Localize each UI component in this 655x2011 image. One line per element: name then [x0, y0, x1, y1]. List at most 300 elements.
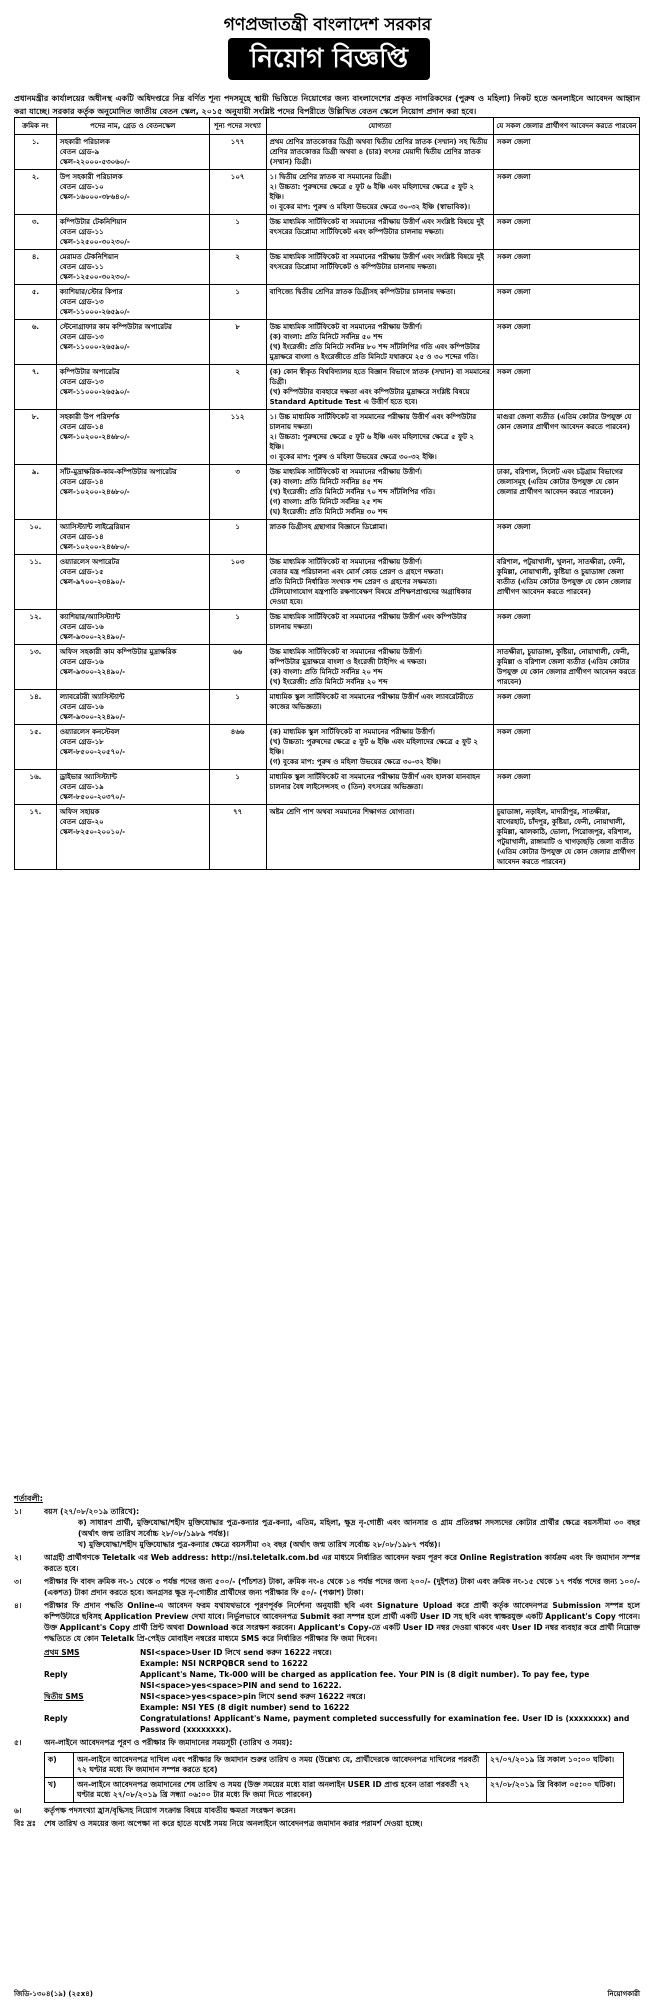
- serial-number: ১.: [31, 138, 40, 146]
- districts-cell: [493, 465, 639, 520]
- districts-cell: [493, 805, 639, 870]
- sms2-text: [140, 1691, 640, 1713]
- serial-cell: [15, 410, 57, 465]
- post-name: মেরামত টেকনিশিয়ান: [59, 253, 119, 261]
- eligible-districts: সকল জেলা: [496, 173, 531, 181]
- note-age-freedom-fighter: খ) মুক্তিযোদ্ধা/শহীদ মুক্তিযোদ্ধার পুত্র-কন্যার ক্ষেত্রে বয়সসীমা ৩২ বছর (অর্থাৎ জন্ম তারিখ সর্বোচ্চ ২৮/০৮/১৯৮৭ পর্যন্ত)।: [78, 1540, 441, 1549]
- pay-scale: স্কেল-৮৫০০-২০৩৭০/-: [59, 793, 126, 801]
- count-cell: [209, 610, 266, 645]
- count-cell: [209, 285, 266, 320]
- table-row: [15, 690, 640, 725]
- serial-cell: [15, 465, 57, 520]
- serial-cell: [15, 610, 57, 645]
- table-row: [15, 520, 640, 555]
- schedule-date: ২৭/০৭/২০১৯ খ্রি সকাল ১০:০০ ঘটিকা।: [487, 1753, 624, 1778]
- reply1-label: Reply: [44, 1670, 68, 1679]
- qualification-cell: [266, 805, 493, 870]
- sms-instructions: [44, 1647, 640, 1735]
- table-row: [15, 320, 640, 365]
- vacancy-count: ১: [235, 288, 240, 296]
- districts-cell: [493, 555, 639, 610]
- qualification-line: (ক) বাংলা: প্রতি মিনিটে সর্বনিম্ন ২০ শব্দ: [269, 668, 383, 676]
- count-cell: [209, 555, 266, 610]
- note-number: ৬।: [14, 1806, 22, 1815]
- post-cell: [56, 285, 209, 320]
- vacancy-count: ১: [235, 218, 240, 226]
- districts-cell: [493, 285, 639, 320]
- eligible-districts: সকল জেলা: [496, 288, 531, 296]
- count-cell: [209, 465, 266, 520]
- nb-label: বিঃ দ্রঃ: [14, 1819, 36, 1828]
- sms1-text: [140, 1647, 640, 1669]
- pay-scale: স্কেল-৮৫০০-২০৫৭০/-: [59, 748, 126, 756]
- pay-scale: স্কেল-১০২০০-২৪৬৮০/-: [59, 433, 130, 441]
- serial-number: ৯.: [31, 468, 40, 476]
- pay-scale: স্কেল-১০২০০-২৪৬৮০/-: [59, 488, 130, 496]
- eligible-districts: সকল জেলা: [496, 773, 531, 781]
- vacancy-count: ১: [235, 773, 240, 781]
- post-name: অফিস সহায়ক: [59, 808, 100, 816]
- table-row: [15, 250, 640, 285]
- qualification-line: (খ) কম্পিউটার ব্যবহারে দক্ষতা এবং কম্পিউটার মুদ্রাক্ষরে সংশ্লিষ্ট বিষয়ে Standard Aptitude Test এ উত্তীর্ণ হতে হবে।: [269, 388, 470, 406]
- table-row: [15, 805, 640, 870]
- pay-scale: বেতন গ্রেড-১৩: [59, 378, 104, 386]
- eligible-districts: মাগুরা জেলা ব্যতীত (এতিম কোটার উপযুক্ত যে কোন জেলার প্রার্থীগণ আবেদন করতে পারবেন): [496, 413, 632, 431]
- qualification-line: উচ্চ মাধ্যমিক সার্টিফিকেট বা সমমানের পরীক্ষায় উত্তীর্ণ এবং সংশ্লিষ্ট বিষয়ে দুই বৎসরের ডিপ্লোমা সার্টিফিকেট এবং কম্পিউটার চালনায় দক্ষতা।: [269, 218, 484, 236]
- serial-cell: [15, 770, 57, 805]
- qualification-cell: [266, 285, 493, 320]
- serial-number: ৬.: [31, 323, 40, 331]
- pay-scale: বেতন গ্রেড-১৬: [59, 658, 104, 666]
- serial-number: ১১.: [29, 558, 42, 566]
- pay-scale: স্কেল-১১০০০-২৬৫৯০/-: [59, 343, 130, 351]
- qualification-line: উচ্চ মাধ্যমিক সার্টিফিকেট বা সমমানের পরীক্ষায় উত্তীর্ণ।: [269, 323, 422, 331]
- pay-scale: স্কেল-১৬০০০-৩৮৬৪০/-: [59, 193, 130, 201]
- note-text: পরীক্ষার ফি বাবদ ক্রমিক নং-১ থেকে ৩ পর্যন্ত পদের জন্য ৫০০/- (পাঁচশত) টাকা, ক্রমিক নং-৪ থেকে ১৪ পর্যন্ত পদের জন্য ২০০/- (দুইশত) টাকা এবং ক্রমিক নং-১৫ থেকে ১৭ পর্যন্ত পদের জন্য ১০০/- (একশত) টাকা প্রদান করতে হবে। অনগ্রসর ক্ষুদ্র নৃ-গোষ্ঠীর প্রার্থীদের জন্য পরীক্ষার ফি ৫০/- (পঞ্চাশ) টাকা।: [44, 1577, 640, 1597]
- qualification-cell: [266, 645, 493, 690]
- pay-scale: স্কেল-৯৭০০-২৩৪৯০/-: [59, 578, 126, 586]
- serial-cell: [15, 555, 57, 610]
- pay-scale: বেতন গ্রেড-১৩: [59, 298, 104, 306]
- qualification-line: অষ্টম শ্রেণি পাশ অথবা সমমানের শিক্ষাগত যোগ্যতা।: [269, 808, 415, 816]
- qualification-line: (ক) কোন স্বীকৃত বিশ্ববিদ্যালয় হতে বিজ্ঞান বিভাগে স্নাতক (সম্মান) বা সমমানের ডিগ্রী।: [269, 368, 490, 386]
- post-name: সাঁট-মুদ্রাক্ষরিক-কাম-কম্পিউটার অপারেটর: [59, 468, 177, 476]
- eligible-districts: সকল জেলা: [496, 368, 531, 376]
- vacancy-count: ১: [235, 523, 240, 531]
- serial-cell: [15, 725, 57, 770]
- count-cell: [209, 320, 266, 365]
- circular-title-banner: নিয়োগ বিজ্ঞপ্তি: [228, 38, 430, 80]
- table-row: [15, 645, 640, 690]
- districts-cell: [493, 645, 639, 690]
- qualification-line: (ক) বাংলা: প্রতি মিনিটে সর্বনিম্ন ৪৫ শব্দ: [269, 478, 383, 486]
- post-name: অফিস সহকারী কাম কম্পিউটার মুদ্রাক্ষরিক: [59, 648, 177, 656]
- qualification-line: ৩। বুকের মাপ: পুরুষ ও মহিলা উভয়ের ক্ষেত্রে ৩০-৩২ ইঞ্চি (স্বাভাবিক)।: [269, 203, 470, 211]
- post-name: ক্যাশিয়ার/অ্যাসিস্ট্যান্ট: [59, 613, 121, 621]
- serial-cell: [15, 170, 57, 215]
- qualification-line: প্রতি মিনিটে নির্ধারিত সংখ্যক শব্দ প্রেরণ ও গ্রহণের সক্ষমতা।: [269, 578, 437, 586]
- qualification-line: ২। উচ্চতা: পুরুষদের ক্ষেত্রে ৫ ফুট ৬ ইঞ্চি এবং মহিলাদের ক্ষেত্রে ৫ ফুট ২ ইঞ্চি।: [269, 183, 474, 201]
- header-districts: যে সকল জেলার প্রার্থীগণ আবেদন করতে পারবেন: [493, 118, 639, 135]
- qualification-line: উচ্চ মাধ্যমিক সার্টিফিকেট বা সমমানের পরীক্ষায় উত্তীর্ণ।: [269, 468, 422, 476]
- schedule-row: [45, 1753, 624, 1778]
- post-name: উপ সহকারী পরিচালক: [59, 173, 123, 181]
- count-cell: [209, 805, 266, 870]
- post-cell: [56, 610, 209, 645]
- pay-scale: বেতন গ্রেড-১৯: [59, 783, 104, 791]
- table-row: [15, 555, 640, 610]
- pay-scale: স্কেল-২২০০০-৫৩০৬০/-: [59, 158, 130, 166]
- pay-scale: স্কেল-৮২৫০-২০০১০/-: [59, 828, 126, 836]
- note-text: আগ্রহী প্রার্থীগণকে Teletalk এর Web address: http://nsi.teletalk.com.bd এর মাধ্যমে নির্ধারিত আবেদন ফরম পূরণ করে Online Registration কার্যক্রম এবং ফি জমাদান সম্পন্ন করতে হবে।: [44, 1553, 640, 1573]
- serial-number: ২.: [31, 173, 40, 181]
- table-row: [15, 135, 640, 170]
- serial-number: ৮.: [31, 413, 40, 421]
- note-text: কর্তৃপক্ষ পদসংখ্যা হ্রাস/বৃদ্ধিসহ নিয়োগ সংক্রান্ত বিষয়ে যাবতীয় ক্ষমতা সংরক্ষণ করেন।: [44, 1806, 296, 1815]
- pay-scale: স্কেল-৯৩০০-২২৪৯০/-: [59, 713, 126, 721]
- schedule-table: [44, 1752, 624, 1803]
- districts-cell: [493, 135, 639, 170]
- qualification-cell: [266, 725, 493, 770]
- pay-scale: বেতন গ্রেড-২০: [59, 818, 104, 826]
- qualification-line: মাধ্যমিক স্কুল সার্টিফিকেট বা সমমানের পরীক্ষায় উত্তীর্ণ এবং ল্যাবরেটরীতে কাজের অভিজ্ঞতা।: [269, 693, 474, 711]
- districts-cell: [493, 725, 639, 770]
- qualification-line: (ঘ) ইংরেজী: প্রতি মিনিটে সর্বনিম্ন ৩০ শব্দ: [269, 508, 388, 516]
- pay-scale: বেতন গ্রেড-১৫: [59, 568, 104, 576]
- note-text: অন-লাইনে আবেদনপত্র পূরণ ও পরীক্ষার ফি জমাদানের সময়সূচী (তারিখ ও সময়):: [44, 1738, 293, 1747]
- eligible-districts: সকল জেলা: [496, 613, 531, 621]
- reply1-text: Applicant's Name, Tk-000 will be charged as application fee. Your PIN is (8 digit number). To pay fee, type NSI<space>yes<space>PIN and send to 16222.: [140, 1670, 590, 1690]
- sms2-example: Example: NSI YES (8 digit number) send to 16222: [140, 1703, 350, 1712]
- post-name: ওয়্যারলেস কনস্টেবল: [59, 728, 120, 736]
- pay-scale: বেতন গ্রেড-১১: [59, 228, 104, 236]
- qualification-line: ১। দ্বিতীয় শ্রেণির স্নাতক বা সমমানের ডিগ্রী।: [269, 173, 392, 181]
- qualification-line: (খ) ইংরেজী: প্রতি মিনিটে সর্বনিম্ন ৮০ শব্দ সাঁটলিপির গতি এবং কম্পিউটার মুদ্রাক্ষরে বাংলা ও ইংরেজীতে প্রতি মিনিটে যথাক্রমে ২৫ ও ৩০ শব্দের গতি।: [269, 343, 480, 361]
- qualification-line: ৩। বুকের মাপ: পুরুষ ও মহিলা উভয়ের ক্ষেত্রে ৩০-৩২ ইঞ্চি।: [269, 453, 437, 461]
- qualification-cell: [266, 365, 493, 410]
- districts-cell: [493, 170, 639, 215]
- posts-table-body: [15, 135, 640, 870]
- vacancy-count: ৬৬: [233, 648, 243, 656]
- pay-scale: স্কেল-১২৫০০-৩০২৩০/-: [59, 238, 130, 246]
- eligible-districts: সকল জেলা: [496, 218, 531, 226]
- qualification-line: (ক) বাংলা: প্রতি মিনিটে সর্বনিম্ন ৫০ শব্দ: [269, 333, 383, 341]
- qualification-line: ১। উচ্চ মাধ্যমিক সার্টিফিকেট বা সমমানের পরীক্ষায় উত্তীর্ণ এবং কম্পিউটার চালনায় দক্ষতা।: [269, 413, 477, 431]
- reply2-text: Congratulations! Applicant's Name, payment completed successfully for examination fee. User ID is (xxxxxxxx) and Password (xxxxxxxx).: [140, 1714, 630, 1734]
- qualification-cell: [266, 410, 493, 465]
- qualification-line: উচ্চ মাধ্যমিক সার্টিফিকেট বা সমমানের পরীক্ষায় উত্তীর্ণ এবং সংশ্লিষ্ট বিষয়ে দুই বৎসরের ডিপ্লোমা সার্টিফিকেট ও কম্পিউটার চালনায় দক্ষতা।: [269, 253, 484, 271]
- note-exam-fee: [14, 1576, 640, 1598]
- count-cell: [209, 410, 266, 465]
- qualification-line: উচ্চ মাধ্যমিক সার্টিফিকেট বা সমমানের পরীক্ষায় উত্তীর্ণ এবং কম্পিউটার চালনায় দক্ষতা।: [269, 613, 467, 631]
- serial-number: ১৫.: [29, 728, 42, 736]
- count-cell: [209, 520, 266, 555]
- serial-number: ৩.: [31, 218, 40, 226]
- sms1-label: প্রথম SMS: [44, 1648, 80, 1657]
- note-number: ৫।: [14, 1738, 22, 1747]
- serial-cell: [15, 250, 57, 285]
- table-row: [15, 365, 640, 410]
- intro-paragraph: প্রধানমন্ত্রীর কার্যালয়ের অধীনস্থ একটি অধিদপ্তরে নিম্ন বর্ণিত শূন্য পদসমূহে স্থায়ী ভিত্তিতে নিয়োগের জন্য বাংলাদেশের প্রকৃত নাগরিকদের (পুরুষ ও মহিলা) নিকট হতে অনলাইনে আবেদন আহ্বান করা যাচ্ছে। সরকার কর্তৃক অনুমোদিত জাতীয় বেতন স্কেল, ২০১৫ অনুযায়ী সংশ্লিষ্ট পদের বিপরীতে উল্লিখিত বেতন স্কেলে নিয়োগ প্রদান করা হবে।: [14, 94, 640, 116]
- post-cell: [56, 410, 209, 465]
- qualification-line: (গ) বাংলা: প্রতি মিনিটে সর্বনিম্ন ২৫ শব্দ: [269, 498, 383, 506]
- post-name: সহকারী উপ পরিদর্শক: [59, 413, 120, 421]
- footer: [14, 1988, 640, 2000]
- note-payment-method: [14, 1600, 640, 1644]
- post-cell: [56, 170, 209, 215]
- post-name: কম্পিউটার টেকনিশিয়ান: [59, 218, 127, 226]
- header-serial: ক্রমিক নং: [15, 118, 57, 135]
- qualification-cell: [266, 320, 493, 365]
- vacancy-count: ১০৭: [230, 173, 245, 181]
- table-row: [15, 610, 640, 645]
- schedule-tag: খ): [45, 1778, 74, 1803]
- post-cell: [56, 555, 209, 610]
- sms2-label: দ্বিতীয় SMS: [44, 1692, 84, 1701]
- table-row: [15, 770, 640, 805]
- schedule-date: ২৭/০৮/২০১৯ খ্রি বিকাল ০৫:০০ ঘটিকা।: [487, 1778, 624, 1803]
- post-cell: [56, 215, 209, 250]
- posts-table-header: [15, 118, 640, 135]
- vacancy-count: ১০৩: [230, 558, 245, 566]
- note-age-title: বয়স (২৭/০৮/২০১৯ তারিখে):: [44, 1507, 140, 1516]
- sms1-example: Example: NSI NCRPQBCR send to 16222: [140, 1659, 308, 1668]
- pay-scale: স্কেল-১২৫০০-৩০২৩০/-: [59, 273, 130, 281]
- table-row: [15, 285, 640, 320]
- eligible-districts: সকল জেলা: [496, 138, 531, 146]
- pay-scale: বেতন গ্রেড-১১: [59, 263, 104, 271]
- pay-scale: স্কেল-৯৩০০-২২৪৯০/-: [59, 668, 126, 676]
- eligible-districts: চুয়াডাঙ্গা, নড়াইল, মাদারীপুর, সাতক্ষীরা, বাগেরহাট, চাঁদপুর, কুষ্টিয়া, ফেনী, নোয়াখালী, কুমিল্লা, ঝালকাঠি, ভোলা, পিরোজপুর, বরিশাল, পটুয়াখালী, রাঙ্গামাটি ও খাগড়াছড়ি জেলা ব্যতীত (এতিম কোটার উপযুক্ত যে কোন জেলার প্রার্থীগণ আবেদন করতে পারবেন): [496, 808, 636, 866]
- qualification-cell: [266, 610, 493, 645]
- serial-number: ১৬.: [29, 773, 42, 781]
- pay-scale: স্কেল-১১০০০-২৬৫৯০/-: [59, 388, 130, 396]
- pay-scale: বেতন গ্রেড-১৮: [59, 738, 104, 746]
- post-cell: [56, 805, 209, 870]
- post-name: ল্যাবরেটরী অ্যাসিস্ট্যান্ট: [59, 693, 125, 701]
- qualification-line: টেলিযোগাযোগ যন্ত্রপাতি রক্ষণাবেক্ষণ বিষয়ে প্রশিক্ষণপ্রাপ্তদের অগ্রাধিকার দেওয়া হবে।: [269, 588, 472, 606]
- serial-cell: [15, 320, 57, 365]
- qualification-line: বেতার যন্ত্র পরিচালনা এবং মোর্স কোড প্রেরণ ও গ্রহণে দক্ষতা।: [269, 568, 444, 576]
- qualification-line: প্রথম শ্রেণির স্নাতকোত্তর ডিগ্রী অথবা দ্বিতীয় শ্রেণির স্নাতক (সম্মান) সহ দ্বিতীয় শ্রেণির স্নাতকোত্তর ডিগ্রী অথবা ৪ (চার) বৎসর মেয়াদী দ্বিতীয় শ্রেণির স্নাতক (সম্মান) ডিগ্রী।: [269, 138, 488, 166]
- reply2-label: Reply: [44, 1714, 68, 1723]
- note-number: ৪।: [14, 1601, 22, 1610]
- count-cell: [209, 725, 266, 770]
- vacancy-count: ৮: [235, 323, 240, 331]
- count-cell: [209, 365, 266, 410]
- serial-cell: [15, 690, 57, 725]
- count-cell: [209, 690, 266, 725]
- vacancy-count: ২: [235, 368, 240, 376]
- serial-number: ১৭.: [29, 808, 42, 816]
- qualification-cell: [266, 215, 493, 250]
- eligible-districts: সকল জেলা: [496, 523, 531, 531]
- eligible-districts: সকল জেলা: [496, 728, 531, 736]
- pay-scale: স্কেল-৯৩০০-২২৪৯০/-: [59, 633, 126, 641]
- districts-cell: [493, 520, 639, 555]
- qualification-line: ২। উচ্চতা: পুরুষদের ক্ষেত্রে ৫ ফুট ৬ ইঞ্চি এবং মহিলাদের ক্ষেত্রে ৫ ফুট ২ ইঞ্চি।: [269, 433, 474, 451]
- signature-title: নিয়োগকারী: [607, 1990, 640, 1998]
- serial-number: ১০.: [29, 523, 42, 531]
- post-name: স্টেনোগ্রাফার কাম কম্পিউটার অপারেটর: [59, 323, 172, 331]
- eligible-districts: ঢাকা, বরিশাল, সিলেট এবং চট্টগ্রাম বিভাগের জেলাসমূহ (এতিম কোটার উপযুক্ত যে কোন জেলার প্রার্থীগণ আবেদন করতে পারবেন): [496, 468, 623, 496]
- serial-number: ১৩.: [29, 648, 42, 656]
- pay-scale: বেতন গ্রেড-১৩: [59, 333, 104, 341]
- districts-cell: [493, 320, 639, 365]
- post-cell: [56, 465, 209, 520]
- post-name: ক্যাশিয়ার/স্টোর কিপার: [59, 288, 123, 296]
- table-row: [15, 465, 640, 520]
- post-cell: [56, 320, 209, 365]
- table-row: [15, 410, 640, 465]
- districts-cell: [493, 690, 639, 725]
- table-row: [15, 725, 640, 770]
- districts-cell: [493, 250, 639, 285]
- note-number: ৩।: [14, 1577, 22, 1586]
- districts-cell: [493, 770, 639, 805]
- qualification-line: কম্পিউটার মুদ্রাক্ষরে বাংলা ও ইংরেজী টাইপিং এ দক্ষতা।: [269, 658, 427, 666]
- serial-cell: [15, 645, 57, 690]
- qualification-cell: [266, 770, 493, 805]
- count-cell: [209, 770, 266, 805]
- qualification-line: (গ) বুকের মাপ: পুরুষ ও মহিলা উভয়ের ক্ষেত্রে ৩০-৩২ ইঞ্চি।: [269, 758, 441, 766]
- post-cell: [56, 645, 209, 690]
- sms2-command: NSI<space>yes<space>pin লিখে send করুন 16222 নম্বরে।: [140, 1692, 366, 1701]
- schedule-row: [45, 1778, 624, 1803]
- note-nb: [14, 1818, 640, 1829]
- serial-cell: [15, 285, 57, 320]
- post-name: ওয়্যারলেস অপারেটর: [59, 558, 120, 566]
- count-cell: [209, 135, 266, 170]
- serial-cell: [15, 805, 57, 870]
- header-qualification: যোগ্যতা: [266, 118, 493, 135]
- qualification-line: উচ্চ মাধ্যমিক সার্টিফিকেট বা সমমানের পরীক্ষায় উত্তীর্ণ।: [269, 558, 422, 566]
- serial-number: ৭.: [31, 368, 40, 376]
- qualification-line: (খ) ইংরেজী: প্রতি মিনিটে সর্বনিম্ন ৭০ শব্দ সাঁটলিপির গতি।: [269, 488, 436, 496]
- post-cell: [56, 520, 209, 555]
- post-cell: [56, 365, 209, 410]
- districts-cell: [493, 610, 639, 645]
- qualification-line: বাণিজ্যে দ্বিতীয় শ্রেণির স্নাতক ডিগ্রীসহ কম্পিউটার চালনায় দক্ষতা।: [269, 288, 456, 296]
- notes-heading: শর্তাবলী:: [14, 1494, 43, 1503]
- vacancy-count: ১: [235, 693, 240, 701]
- serial-number: ১২.: [29, 613, 42, 621]
- note-text: পরীক্ষার ফি প্রদান পদ্ধতি Online-এ আবেদন ফরম যথাযথভাবে পূরণপূর্বক নির্দেশনা অনুযায়ী ছবি এবং Signature Upload করে প্রার্থী কর্তৃক আবেদনপত্র Submission সম্পন্ন হলে কম্পিউটারে ছবিসহ Application Preview দেখা যাবে। নির্ভুলভাবে আবেদনপত্র Submit করা সম্পন্ন হলে প্রার্থী একটি User ID সহ ছবি এবং স্বাক্ষরযুক্ত একটি Applicant's Copy পাবেন। উক্ত Applicant's Copy প্রার্থী প্রিন্ট অথবা Download করে সংরক্ষণ করবেন। Applicant's Copy-তে একটি User ID নম্বর দেওয়া থাকবে এবং User ID নম্বর ব্যবহার করে প্রার্থী নিম্নোক্ত পদ্ধতিতে যে কোন Teletalk প্রি-পেইড মোবাইল নম্বরের মাধ্যমে SMS করে নির্ধারিত পরীক্ষার ফি জমা দিবেন।: [44, 1601, 640, 1643]
- note-number: ২।: [14, 1553, 22, 1562]
- vacancy-count: ২: [235, 253, 240, 261]
- serial-cell: [15, 365, 57, 410]
- notes-section: [14, 1493, 640, 1829]
- eligible-districts: সকল জেলা: [496, 323, 531, 331]
- eligible-districts: সকল জেলা: [496, 693, 531, 701]
- eligible-districts: সকল জেলা: [496, 253, 531, 261]
- pay-scale: বেতন গ্রেড-১৪: [59, 533, 104, 541]
- districts-cell: [493, 215, 639, 250]
- qualification-cell: [266, 690, 493, 725]
- post-cell: [56, 725, 209, 770]
- note-number: ১।: [14, 1507, 22, 1516]
- post-cell: [56, 250, 209, 285]
- districts-cell: [493, 410, 639, 465]
- nb-text: শেষ তারিখ ও সময়ের জন্য অপেক্ষা না করে হাতে যথেষ্ট সময় নিয়ে অনলাইনে আবেদনপত্র জমাদান করার পরামর্শ দেওয়া হচ্ছে।: [44, 1819, 423, 1828]
- government-heading: গণপ্রজাতন্ত্রী বাংলাদেশ সরকার: [223, 15, 432, 35]
- vacancy-count: ১: [235, 613, 240, 621]
- qualification-cell: [266, 135, 493, 170]
- qualification-line: (ক) মাধ্যমিক স্কুল সার্টিফিকেট বা সমমানের পরীক্ষায় উত্তীর্ণ।: [269, 728, 435, 736]
- table-row: [15, 215, 640, 250]
- schedule-description: অন-লাইনে আবেদনপত্র জমাদানের শেষ তারিখ ও সময় (উক্ত সময়ের মধ্যে যারা অনলাইন USER ID প্রাপ্ত হবেন তারা পরবর্তী ৭২ ঘণ্টার মধ্যে ২৭/০৮/২০১৯ খ্রি সন্ধ্যা ০৬:০০ টার মধ্যে ফি জমা দিতে পারবেন): [74, 1778, 487, 1803]
- vacancy-count: ৩: [235, 468, 240, 476]
- circular-code: জিডি-১৩০৪(১৯) (২৫x৪): [14, 1990, 93, 1998]
- pay-scale: বেতন গ্রেড-১০: [59, 183, 104, 191]
- pay-scale: বেতন গ্রেড-১৬: [59, 703, 104, 711]
- qualification-line: (খ) ইংরেজী: প্রতি মিনিটে সর্বনিম্ন ২০ শব্দ: [269, 678, 388, 686]
- sms1-command: NSI<space>User ID লিখে send করুন 16222 নম্বরে।: [140, 1648, 332, 1657]
- vacancy-count: ১১২: [230, 413, 245, 421]
- serial-cell: [15, 215, 57, 250]
- count-cell: [209, 215, 266, 250]
- count-cell: [209, 645, 266, 690]
- post-name: কম্পিউটার অপারেটর: [59, 368, 120, 376]
- count-cell: [209, 250, 266, 285]
- pay-scale: বেতন গ্রেড-১৪: [59, 478, 104, 486]
- note-schedule: [14, 1737, 640, 1748]
- qualification-line: মাধ্যমিক স্কুল সার্টিফিকেট বা সমমানের পরীক্ষায় উত্তীর্ণ এবং হালকা যানবাহন চালনার বৈধ লাইসেন্সসহ ৩ (তিন) বৎসরের অভিজ্ঞতা।: [269, 773, 481, 791]
- pay-scale: স্কেল-১১০০০-২৬৫৯০/-: [59, 308, 130, 316]
- qualification-line: উচ্চ মাধ্যমিক সার্টিফিকেট বা সমমানের পরীক্ষায় উত্তীর্ণ।: [269, 648, 422, 656]
- qualification-cell: [266, 465, 493, 520]
- note-age-general: ক) সাধারণ প্রার্থী, মুক্তিযোদ্ধা/শহীদ মুক্তিযোদ্ধার পুত্র-কন্যার পুত্র-কন্যা, এতিম, মহিলা, ক্ষুদ্র নৃ-গোষ্ঠী এবং আনসার ও গ্রাম প্রতিরক্ষা সদস্যদের কোটার প্রার্থীর ক্ষেত্রে বয়সসীমা ৩০ বছর (অর্থাৎ জন্ম তারিখ সর্বোচ্চ ২৮/০৮/১৯৮৯ পর্যন্ত)।: [78, 1518, 640, 1538]
- post-cell: [56, 135, 209, 170]
- post-cell: [56, 690, 209, 725]
- note-online-application: [14, 1552, 640, 1574]
- qualification-cell: [266, 250, 493, 285]
- qualification-cell: [266, 170, 493, 215]
- serial-cell: [15, 135, 57, 170]
- vacancy-count: ৭৭: [233, 808, 243, 816]
- qualification-line: (খ) উচ্চতা: পুরুষদের ক্ষেত্রে ৫ ফুট ৬ ইঞ্চি এবং মহিলাদের ক্ষেত্রে ৫ ফুট ২ ইঞ্চি।: [269, 738, 478, 756]
- count-cell: [209, 170, 266, 215]
- pay-scale: স্কেল-১০২০০-২৪৬৮০/-: [59, 543, 130, 551]
- schedule-description: অন-লাইনে আবেদনপত্র দাখিল এবং পরীক্ষার ফি জমাদান শুরুর তারিখ ও সময় (উল্লেখ্য যে, প্রার্থীদেরকে আবেদনপত্র দাখিলের পরবর্তী ৭২ ঘণ্টার মধ্যে ফি জমাদান সম্পন্ন করতে হবে): [74, 1753, 487, 1778]
- post-cell: [56, 770, 209, 805]
- qualification-cell: [266, 555, 493, 610]
- eligible-districts: বরিশাল, পটুয়াখালী, খুলনা, সাতক্ষীরা, ফেনী, কুমিল্লা, নোয়াখালী, কুষ্টিয়া ও চুয়াডাঙ্গা জেলা ব্যতীত (এতিম কোটার উপযুক্ত যে কোন জেলার প্রার্থীগণ আবেদন করতে পারবেন): [496, 558, 632, 596]
- posts-table: [14, 117, 640, 870]
- table-row: [15, 170, 640, 215]
- note-age: [14, 1506, 640, 1550]
- qualification-cell: [266, 520, 493, 555]
- post-name: সহকারী পরিচালক: [59, 138, 110, 146]
- eligible-districts: সাতক্ষীরা, চুয়াডাঙ্গা, কুষ্টিয়া, নোয়াখালী, ফেনী, কুমিল্লা ও বরিশাল জেলা ব্যতীত (এতিম কোটার উপযুক্ত যে কোন জেলার প্রার্থীগণ আবেদন করতে পারবেন): [496, 648, 636, 686]
- serial-number: ৫.: [31, 288, 40, 296]
- post-name: অ্যাসিস্ট্যান্ট লাইব্রেরিয়ান: [59, 523, 130, 531]
- serial-number: ১৪.: [29, 693, 42, 701]
- serial-number: ৪.: [31, 253, 40, 261]
- header-post: পদের নাম, গ্রেড ও বেতনস্কেল: [56, 118, 209, 135]
- vacancy-count: ১৭৭: [230, 138, 245, 146]
- vacancy-count: ৪৬৬: [230, 728, 245, 736]
- header-count: শূন্য পদের সংখ্যা: [209, 118, 266, 135]
- schedule-tag: ক): [45, 1753, 74, 1778]
- qualification-line: স্নাতক ডিগ্রীসহ গ্রন্থাগার বিজ্ঞানে ডিপ্লোমা।: [269, 523, 388, 531]
- pay-scale: বেতন গ্রেড-৯: [59, 148, 100, 156]
- pay-scale: বেতন গ্রেড-১৪: [59, 423, 104, 431]
- post-name: ড্রাইভার অ্যাসিস্ট্যান্ট: [59, 773, 117, 781]
- serial-cell: [15, 520, 57, 555]
- districts-cell: [493, 365, 639, 410]
- pay-scale: বেতন গ্রেড-১৬: [59, 623, 104, 631]
